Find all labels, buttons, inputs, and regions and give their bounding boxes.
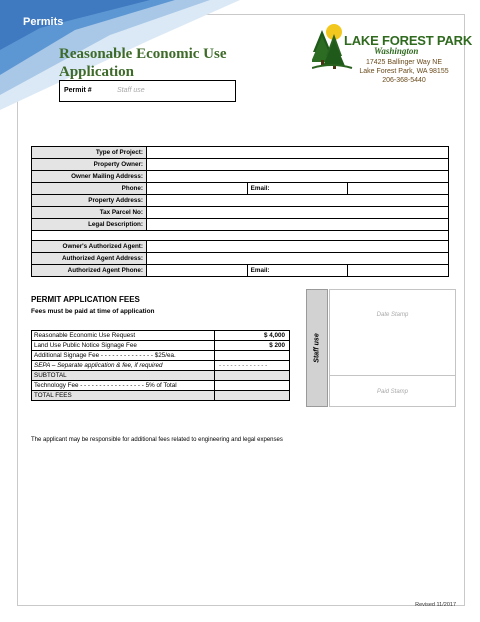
fees-table [31,330,290,401]
fee-amount: $ 4,000 [215,331,290,341]
page-title: Reasonable Economic Use Application [59,46,227,80]
type-of-project-label: Type of Project: [32,147,147,159]
fee-row [32,341,290,351]
permit-number-box[interactable] [59,80,236,102]
stamp-area [329,289,456,407]
agent-phone-label: Authorized Agent Phone: [32,265,147,277]
paid-stamp-label: Paid Stamp [376,389,409,395]
address-line-2: Lake Forest Park, WA 98155 [359,68,449,75]
agent-email-field[interactable] [348,265,449,277]
phone-number: 206-368-5440 [382,77,426,84]
logo-address [344,58,464,85]
property-address-label: Property Address: [32,195,147,207]
email-field[interactable] [348,183,449,195]
property-owner-field[interactable] [147,159,449,171]
date-stamp-label: Date Stamp [376,312,409,318]
fees-subheading: Fees must be paid at time of application [31,308,155,315]
fee-amount: - - - - - - - - - - - - - [215,361,290,371]
authorized-agent-label: Owner's Authorized Agent: [32,241,147,253]
property-address-field[interactable] [147,195,449,207]
property-owner-label: Property Owner: [32,159,147,171]
fee-amount-field[interactable] [215,351,290,361]
legal-description-field[interactable] [147,219,449,231]
address-line-1: 17425 Ballinger Way NE [365,59,442,66]
staff-use-label: Staff use [313,333,321,363]
section-tab-label: Permits [23,16,64,28]
fee-label: TOTAL FEES [32,391,215,401]
fee-label: SUBTOTAL [32,371,215,381]
tax-parcel-field[interactable] [147,207,449,219]
total-fees-field[interactable] [215,391,290,401]
disclaimer-text: The applicant may be responsible for additional fees related to engineering and legal expenses [31,437,283,443]
email-label: Email: [247,183,348,195]
project-info-table [31,146,449,277]
type-of-project-field[interactable] [147,147,449,159]
tax-parcel-label: Tax Parcel No: [32,207,147,219]
agent-address-field[interactable] [147,253,449,265]
fee-amount: $ 200 [215,341,290,351]
logo-name: LAKE FOREST PARK [344,33,473,48]
fees-heading: PERMIT APPLICATION FEES [31,295,140,304]
technology-fee-field[interactable] [215,381,290,391]
fee-label: Reasonable Economic Use Request [32,331,215,341]
authorized-agent-field[interactable] [147,241,449,253]
staff-use-tab [306,289,328,407]
permit-number-field[interactable]: Staff use [117,87,145,94]
fee-row [32,351,290,361]
fee-label: Land Use Public Notice Signage Fee [32,341,215,351]
fee-row [32,371,290,381]
subtotal-field[interactable] [215,371,290,381]
legal-description-label: Legal Description: [32,219,147,231]
permit-number-label: Permit # [64,87,92,94]
fee-row [32,381,290,391]
agent-address-label: Authorized Agent Address: [32,253,147,265]
phone-field[interactable] [147,183,248,195]
owner-mailing-address-field[interactable] [147,171,449,183]
owner-mailing-address-label: Owner Mailing Address: [32,171,147,183]
fee-row [32,391,290,401]
agent-phone-field[interactable] [147,265,248,277]
fee-row [32,361,290,371]
fee-label: Technology Fee - - - - - - - - - - - - - - - - - 5% of Total [32,381,215,391]
agent-email-label: Email: [247,265,348,277]
stamp-divider [330,375,455,376]
fee-label: Additional Signage Fee - - - - - - - - - - - - - - $25/ea. [32,351,215,361]
legal-description-continuation[interactable] [32,231,449,241]
fee-row [32,331,290,341]
fee-label: SEPA – Separate application & fee, if required [32,361,215,371]
logo-subtitle: Washington [374,46,419,56]
revision-date: Revised 11/2017 [415,602,456,608]
phone-label: Phone: [32,183,147,195]
